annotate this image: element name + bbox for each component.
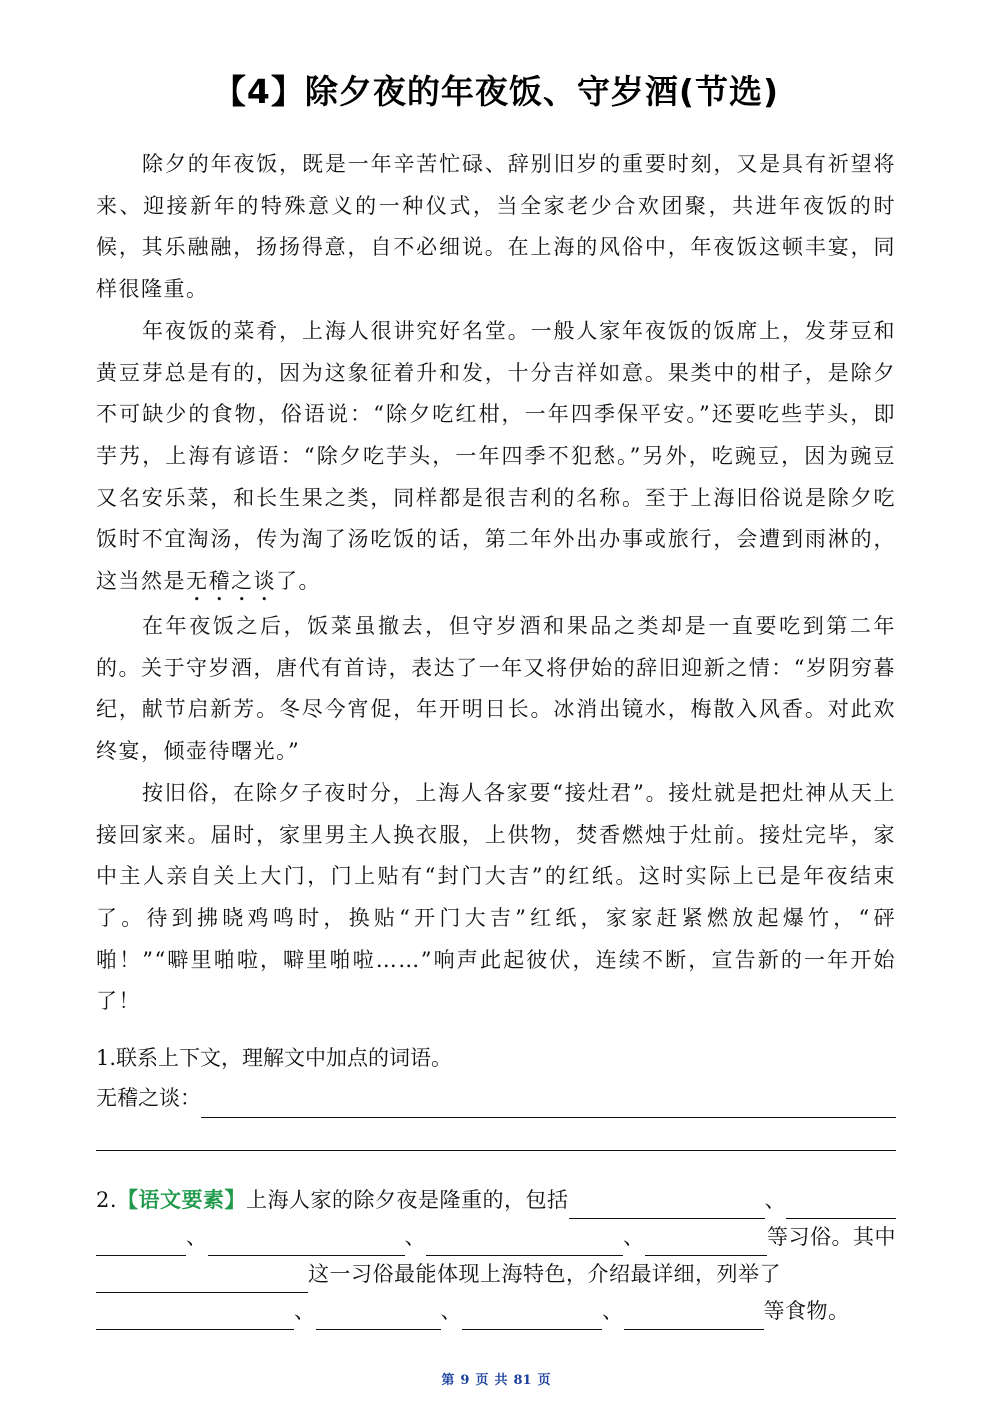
question-1 [96,1038,896,1151]
question-1-term-label: 无稽之谈： [96,1086,201,1110]
blank-food-2[interactable] [316,1305,441,1330]
question-2-number: 2. [96,1188,118,1212]
question-2-part-1: 上海人家的除夕夜是隆重的，包括 [246,1188,569,1212]
footer-gong: 共 [494,1373,508,1388]
blank-custom-4[interactable] [426,1231,623,1256]
footer-di: 第 [441,1373,455,1388]
separator: 、 [623,1225,645,1249]
paragraph-2 [96,311,896,606]
blank-custom-2b[interactable] [96,1231,186,1256]
total-pages: 81 [513,1373,532,1388]
footer-ye: 页 [475,1373,489,1388]
blank-food-4[interactable] [624,1305,764,1330]
paragraph-1: 除夕的年夜饭，既是一年辛苦忙碌、辞别旧岁的重要时刻，又是具有祈望将来、迎接新年的特殊意义的一种仪式，当全家老少合欢团聚，共进年夜饭的时候，其乐融融，扬扬得意，自不必细说。在上海的风俗中，年夜饭这顿丰宴，同样很隆重。 [96,152,896,302]
footer-ye-2: 页 [537,1373,551,1388]
question-2-line-1 [96,1182,896,1219]
paragraph-2-text-after: 了。 [276,569,321,594]
question-2-part-2: 等习俗。其中 [767,1225,896,1249]
blank-custom-3[interactable] [208,1231,405,1256]
separator: 、 [440,1299,462,1323]
question-2-line-2 [96,1219,896,1256]
question-1-prompt: 1.联系上下文，理解文中加点的词语。 [96,1046,453,1070]
blank-food-3[interactable] [462,1305,602,1330]
answer-line-1[interactable] [201,1093,896,1118]
question-2-part-3: 这一习俗最能体现上海特色，介绍最详细，列举了 [308,1262,781,1286]
paragraph-4: 按旧俗，在除夕子夜时分，上海人各家要“接灶君”。接灶就是把灶神从天上接回家来。届时，家里男主人换衣服，上供物，焚香燃烛于灶前。接灶完毕，家中主人亲自关上大门，门上贴有“封门大吉”的红纸。这时实际上已是年夜结束了。待到拂晓鸡鸣时，换贴“开门大吉”红纸，家家赶紧燃放起爆竹，“砰啪！”“噼里啪啦，噼里啪啦……”响声此起彼伏，连续不断，宣告新的一年开始了！ [96,780,896,1014]
question-1-answer-row [96,1078,896,1118]
blank-featured-custom[interactable] [96,1268,308,1293]
question-2-line-4 [96,1293,896,1330]
separator: 、 [404,1225,426,1249]
blank-food-1[interactable] [96,1305,294,1330]
separator: 、 [186,1225,208,1249]
blank-custom-5[interactable] [645,1231,768,1256]
paragraph-2-text-before: 年夜饭的菜肴，上海人很讲究好名堂。一般人家年夜饭的饭席上，发芽豆和黄豆芽总是有的，因为这象征着升和发，十分吉祥如意。果类中的柑子，是除夕不可缺少的食物，俗语说：“除夕吃红柑，一年四季保平安。”还要吃些芋头，即芋艿，上海有谚语：“除夕吃芋头，一年四季不犯愁。”另外，吃豌豆，因为豌豆又名安乐菜，和长生果之类，同样都是很吉利的名称。至于上海旧俗说是除夕吃饭时不宜淘汤，传为淘了汤吃饭的话，第二年外出办事或旅行，会遭到雨淋的，这当然是 [96,318,896,594]
page-number: 9 [460,1373,470,1388]
separator: 、 [294,1299,316,1323]
separator: 、 [764,1188,787,1212]
dotted-term: 无稽之谈 [186,569,276,594]
article-body [96,144,896,1023]
question-2-tag: 【语文要素】 [117,1188,247,1212]
page-footer [0,1369,992,1388]
answer-line-2[interactable] [96,1126,896,1151]
paragraph-3: 在年夜饭之后，饭菜虽撤去，但守岁酒和果品之类却是一直要吃到第二年的。关于守岁酒，唐代有首诗，表达了一年又将伊始的辞旧迎新之情：“岁阴穷暮纪，献节启新芳。冬尽今宵促，年开明日长。冰消出镜水，梅散入风香。对此欢终宴，倾壶待曙光。” [96,614,896,764]
blank-custom-1[interactable] [569,1194,765,1219]
question-2-line-3 [96,1256,896,1293]
question-1-answer-row-2 [96,1126,896,1151]
page-title: 【4】除夕夜的年夜饭、守岁酒(节选) [212,72,780,111]
question-2 [96,1182,896,1330]
question-2-part-4: 等食物。 [763,1299,850,1323]
separator: 、 [602,1299,624,1323]
blank-custom-2a[interactable] [786,1194,896,1219]
